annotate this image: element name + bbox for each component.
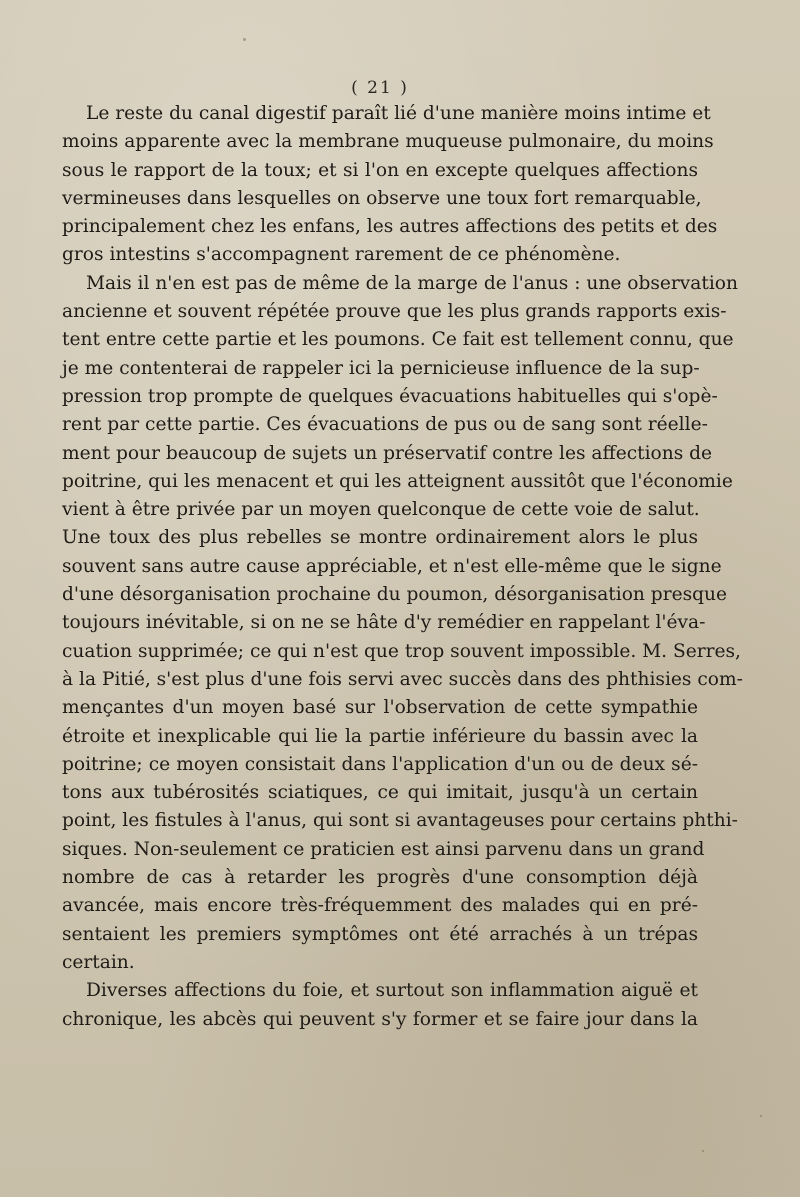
text-line: avancée, mais encore très-fréquemment des malades qui en pré- (62, 895, 698, 917)
text-line: certain. (62, 951, 135, 973)
text-line: vermineuses dans lesquelles on observe une toux fort remarquable, (62, 187, 702, 209)
text-line: étroite et inexplicable qui lie la partie inférieure du bassin avec la (62, 725, 698, 747)
text-line: chronique, les abcès qui peuvent s'y former et se faire jour dans la (62, 1008, 698, 1030)
text-line: point, les fistules à l'anus, qui sont si avantageuses pour certains phthi- (62, 810, 738, 832)
text-line: Diverses affections du foie, et surtout son inflammation aiguë et (86, 980, 698, 1002)
text-line: je me contenterai de rappeler ici la pernicieuse influence de la sup- (62, 357, 700, 379)
text-line: d'une désorganisation prochaine du poumon, désorganisation presque (62, 584, 728, 606)
page-number: ( 21 ) (351, 78, 409, 98)
paper-speck (760, 1115, 762, 1117)
body-text (62, 100, 743, 1034)
text-line: cuation supprimée; ce qui n'est que trop souvent impossible. M. Serres, (62, 640, 741, 662)
text-line: Mais il n'en est pas de même de la marge de l'anus : une observation (86, 272, 738, 294)
text-line: poitrine; ce moyen consistait dans l'application d'un ou de deux sé- (62, 753, 698, 775)
text-line: Le reste du canal digestif paraît lié d'une manière moins intime et (86, 103, 711, 124)
text-line: sentaient les premiers symptômes ont été arrachés à un trépas (62, 923, 698, 945)
text-line: ment pour beaucoup de sujets un préservatif contre les affections de (62, 442, 713, 464)
text-line: Une toux des plus rebelles se montre ordinairement alors le plus (62, 527, 698, 549)
text-line: mençantes d'un moyen basé sur l'observation de cette sympathie (62, 697, 698, 719)
text-line: nombre de cas à retarder les progrès d'une consomption déjà (62, 867, 698, 889)
text-line: tent entre cette partie et les poumons. Ce fait est tellement connu, que (62, 329, 734, 351)
paper-speck (702, 1150, 704, 1152)
text-line: toujours inévitable, si on ne se hâte d'y remédier en rappelant l'éva- (62, 612, 706, 634)
text-line: moins apparente avec la membrane muqueuse pulmonaire, du moins (62, 131, 714, 153)
text-line: gros intestins s'accompagnent rarement de ce phénomène. (62, 244, 621, 266)
text-line: rent par cette partie. Ces évacuations de pus ou de sang sont réelle- (62, 414, 708, 436)
text-line: principalement chez les enfans, les autres affections des petits et des (62, 216, 718, 238)
text-line: sous le rapport de la toux; et si l'on en excepte quelques affections (62, 159, 698, 181)
text-line: poitrine, qui les menacent et qui les atteignent aussitôt que l'économie (62, 470, 733, 492)
text-line: à la Pitié, s'est plus d'une fois servi avec succès dans des phthisies com- (62, 668, 743, 690)
text-line: pression trop prompte de quelques évacuations habituelles qui s'opè- (62, 385, 718, 407)
text-line: ancienne et souvent répétée prouve que les plus grands rapports exis- (62, 301, 727, 323)
text-line: tons aux tubérosités sciatiques, ce qui imitait, jusqu'à un certain (62, 782, 698, 804)
text-line: vient à être privée par un moyen quelconque de cette voie de salut. (62, 499, 700, 521)
text-line: siques. Non-seulement ce praticien est ainsi parvenu dans un grand (62, 838, 705, 860)
text-line: souvent sans autre cause appréciable, et n'est elle-même que le signe (62, 555, 722, 577)
paper-speck (243, 38, 246, 41)
